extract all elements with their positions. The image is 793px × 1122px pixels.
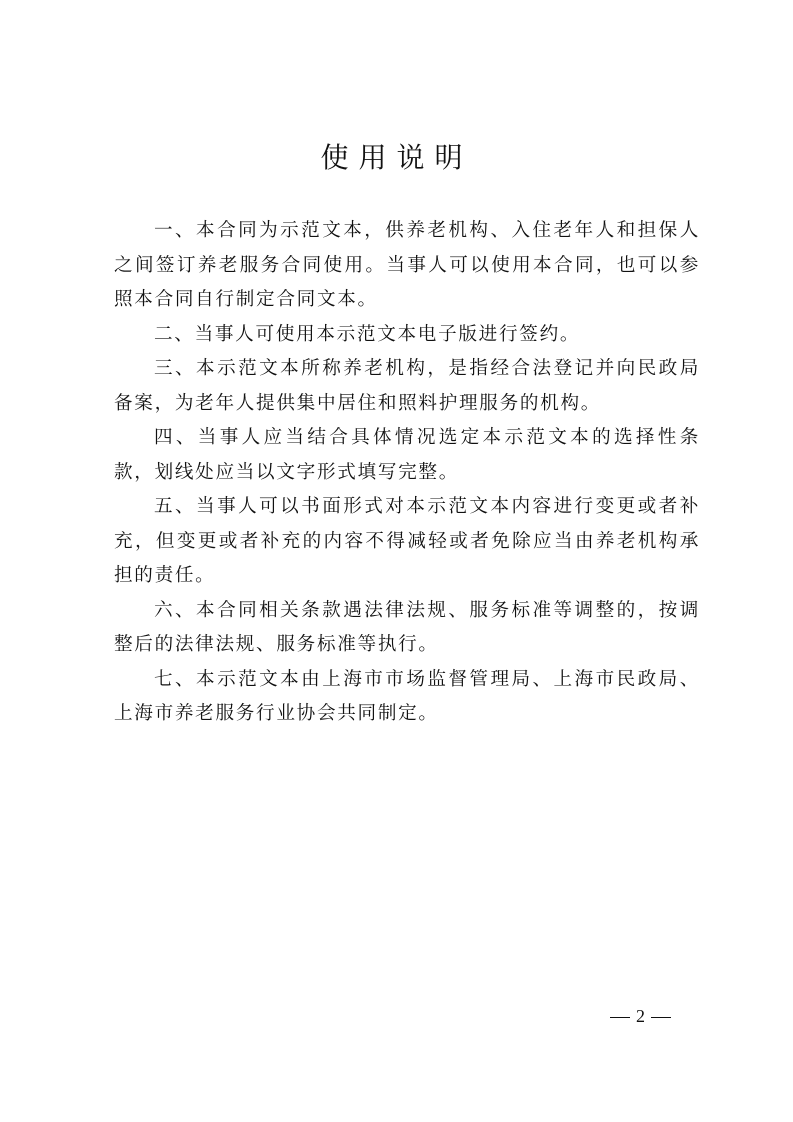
footer-dash-left [610,1017,630,1018]
instruction-paragraph-2: 二、当事人可使用本示范文本电子版进行签约。 [153,323,581,345]
instruction-paragraph-3: 三、本示范文本所称养老机构，是指经合法登记并向民政局备案，为老年人提供集中居住和照料护理服务的机构。 [114,358,700,414]
instruction-paragraph-1: 一、本合同为示范文本，供养老机构、入住老年人和担保人之间签订养老服务合同使用。当事人可以使用本合同，也可以参照本合同自行制定合同文本。 [114,220,700,310]
instruction-paragraph-6: 六、本合同相关条款遇法律法规、服务标准等调整的，按调整后的法律法规、服务标准等执行。 [114,599,700,655]
page-footer [604,1002,677,1031]
instructions-body [114,214,700,732]
footer-dash-right [651,1017,671,1018]
instruction-paragraph-7: 七、本示范文本由上海市市场监督管理局、上海市民政局、上海市养老服务行业协会共同制定。 [114,668,700,724]
instruction-paragraph-5: 五、当事人可以书面形式对本示范文本内容进行变更或者补充，但变更或者补充的内容不得减轻或者免除应当由养老机构承担的责任。 [114,496,700,586]
page-number: 2 [636,1006,645,1026]
instruction-paragraph-4: 四、当事人应当结合具体情况选定本示范文本的选择性条款，划线处应当以文字形式填写完整。 [114,427,700,483]
page-title: 使用说明 [320,141,473,174]
